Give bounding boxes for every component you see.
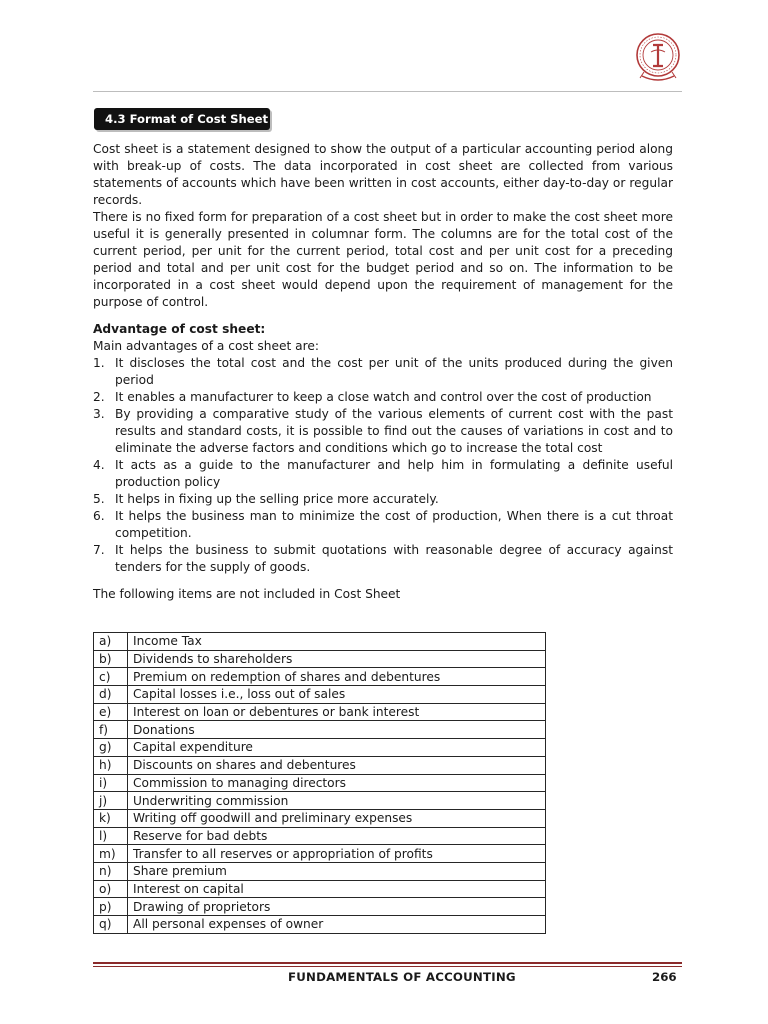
- table-row: [94, 792, 546, 810]
- table-row: [94, 686, 546, 704]
- row-item: All personal expenses of owner: [128, 916, 546, 934]
- header-divider: [93, 91, 682, 92]
- table-row: [94, 845, 546, 863]
- row-item: Interest on loan or debentures or bank interest: [128, 703, 546, 721]
- page-number: 266: [652, 970, 677, 984]
- row-letter: m): [94, 845, 128, 863]
- advantages-list: [93, 355, 673, 576]
- advantages-heading: Advantage of cost sheet:: [93, 322, 266, 336]
- row-letter: o): [94, 880, 128, 898]
- list-item: [93, 406, 673, 457]
- excluded-items-lead: The following items are not included in Cost Sheet: [93, 587, 401, 601]
- row-letter: g): [94, 739, 128, 757]
- footer-book-title: FUNDAMENTALS OF ACCOUNTING: [288, 970, 516, 984]
- excluded-items-table: [93, 632, 546, 934]
- row-item: Reserve for bad debts: [128, 827, 546, 845]
- list-item-number: 2.: [93, 390, 105, 404]
- list-item-text: It helps the business to submit quotations with reasonable degree of accuracy against tenders for the supply of goods.: [115, 543, 673, 574]
- table-row: [94, 703, 546, 721]
- section-heading-tag: 4.3 Format of Cost Sheet: [94, 108, 270, 130]
- row-item: Commission to managing directors: [128, 774, 546, 792]
- table-row: [94, 739, 546, 757]
- table-row: [94, 862, 546, 880]
- list-item-number: 3.: [93, 407, 105, 421]
- row-item: Writing off goodwill and preliminary expenses: [128, 809, 546, 827]
- row-item: Capital losses i.e., loss out of sales: [128, 686, 546, 704]
- row-item: Share premium: [128, 862, 546, 880]
- footer-divider-thin: [93, 966, 682, 967]
- list-item-text: It helps in fixing up the selling price more accurately.: [115, 492, 439, 506]
- row-item: Drawing of proprietors: [128, 898, 546, 916]
- list-item-number: 1.: [93, 356, 105, 370]
- list-item-number: 7.: [93, 543, 105, 557]
- list-item-number: 6.: [93, 509, 105, 523]
- list-item-number: 5.: [93, 492, 105, 506]
- list-item-number: 4.: [93, 458, 105, 472]
- row-item: Capital expenditure: [128, 739, 546, 757]
- row-letter: i): [94, 774, 128, 792]
- table-row: [94, 668, 546, 686]
- list-item-text: It enables a manufacturer to keep a close watch and control over the cost of production: [115, 390, 652, 404]
- row-letter: j): [94, 792, 128, 810]
- row-letter: k): [94, 809, 128, 827]
- row-item: Dividends to shareholders: [128, 650, 546, 668]
- row-item: Premium on redemption of shares and debentures: [128, 668, 546, 686]
- row-letter: q): [94, 916, 128, 934]
- list-item: [93, 491, 673, 508]
- list-item: [93, 542, 673, 576]
- list-item-text: It acts as a guide to the manufacturer and help him in formulating a definite useful production policy: [115, 458, 673, 489]
- table-row: [94, 756, 546, 774]
- list-item-text: By providing a comparative study of the various elements of current cost with the past results and standard costs, it is possible to find out the causes of variations in cost and to eliminate the adverse factors and conditions which go to increase the total cost: [115, 407, 673, 455]
- table-row: [94, 721, 546, 739]
- list-item: [93, 508, 673, 542]
- row-letter: a): [94, 633, 128, 651]
- institute-seal-icon: [634, 28, 682, 86]
- row-item: Discounts on shares and debentures: [128, 756, 546, 774]
- row-letter: n): [94, 862, 128, 880]
- list-item-text: It discloses the total cost and the cost per unit of the units produced during the given period: [115, 356, 673, 387]
- row-letter: f): [94, 721, 128, 739]
- row-letter: e): [94, 703, 128, 721]
- row-item: Donations: [128, 721, 546, 739]
- row-item: Transfer to all reserves or appropriation of profits: [128, 845, 546, 863]
- row-item: Underwriting commission: [128, 792, 546, 810]
- list-item-text: It helps the business man to minimize the cost of production, When there is a cut throat competition.: [115, 509, 673, 540]
- list-item: [93, 457, 673, 491]
- row-item: Income Tax: [128, 633, 546, 651]
- row-letter: d): [94, 686, 128, 704]
- table-row: [94, 898, 546, 916]
- row-letter: h): [94, 756, 128, 774]
- table-row: [94, 774, 546, 792]
- list-item: [93, 355, 673, 389]
- row-letter: p): [94, 898, 128, 916]
- paragraph-definition: Cost sheet is a statement designed to show the output of a particular accounting period along with break-up of costs. The data incorporated in cost sheet are collected from various statements of accounts which have been written in cost accounts, either day-to-day or regular records.: [93, 142, 673, 207]
- table-row: [94, 633, 546, 651]
- table-row: [94, 809, 546, 827]
- advantages-intro: Main advantages of a cost sheet are:: [93, 339, 319, 353]
- table-row: [94, 880, 546, 898]
- row-item: Interest on capital: [128, 880, 546, 898]
- footer-divider: [93, 962, 682, 964]
- table-row: [94, 827, 546, 845]
- row-letter: l): [94, 827, 128, 845]
- paragraph-format: There is no fixed form for preparation of a cost sheet but in order to make the cost sheet more useful it is generally presented in columnar form. The columns are for the total cost of the current period, per unit for the current period, total cost and per unit cost for a preceding period and total and per unit cost for the budget period and so on. The information to be incorporated in a cost sheet would depend upon the requirement of management for the purpose of control.: [93, 210, 673, 309]
- row-letter: c): [94, 668, 128, 686]
- table-row: [94, 916, 546, 934]
- main-content: [93, 141, 673, 603]
- list-item: [93, 389, 673, 406]
- table-row: [94, 650, 546, 668]
- row-letter: b): [94, 650, 128, 668]
